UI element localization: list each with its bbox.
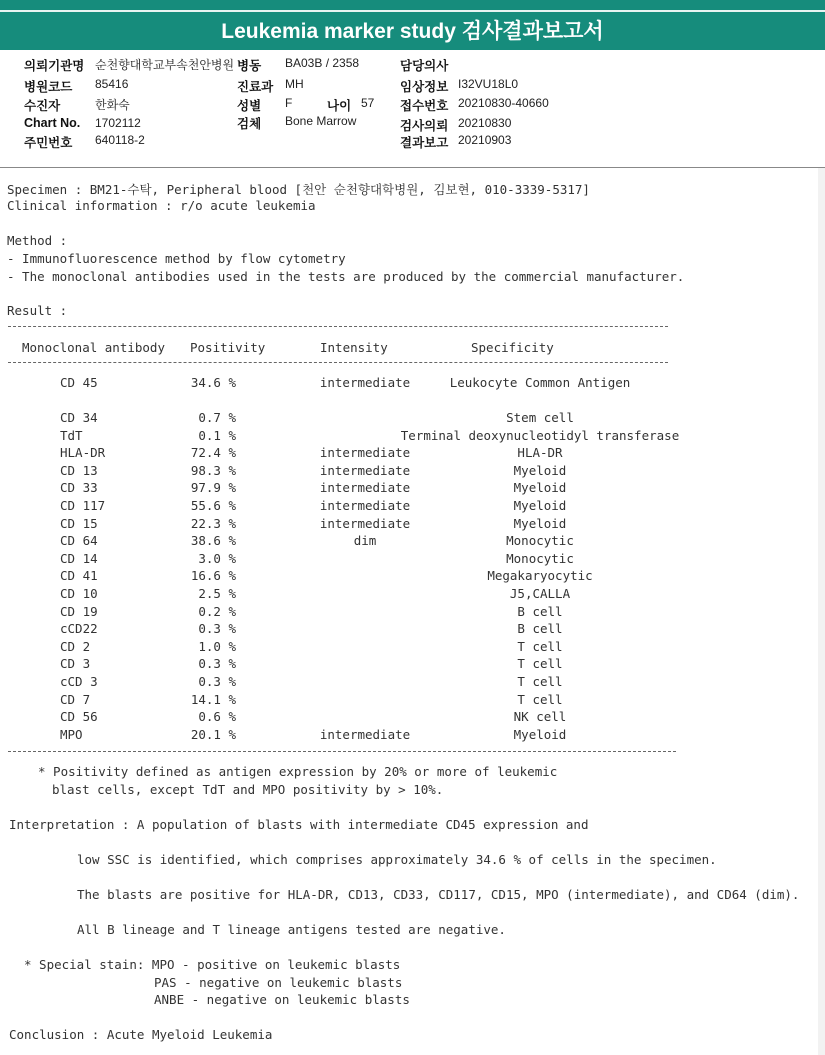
receipt-label: 접수번호: [400, 99, 449, 113]
chart-value: 1702112: [95, 116, 141, 130]
positivity-cell: 97.9 %: [190, 480, 236, 496]
interpretation-line-3: The blasts are positive for HLA-DR, CD13, CD33, CD117, CD15, MPO (intermediate), and CD64 (dim).: [77, 887, 800, 902]
chart-label: Chart No.: [24, 116, 81, 130]
id-value: 640118-2: [95, 133, 145, 147]
id-label: 주민번호: [24, 136, 73, 150]
specificity-cell: Monocytic: [506, 533, 574, 549]
report-header: [0, 50, 825, 168]
report-title: Leukemia marker study 검사결과보고서: [221, 20, 604, 43]
institution-label: 의뢰기관명: [24, 59, 85, 73]
special-stain-line-1: * Special stain: MPO - positive on leukemic blasts: [24, 957, 401, 972]
antibody-cell: CD 56: [60, 709, 98, 725]
specimen-line: Specimen : BM21-수탁, Peripheral blood [천안 순천향대학병원, 김보현, 010-3339-5317]: [7, 182, 590, 197]
title-bar: [0, 0, 825, 50]
antibody-cell: CD 33: [60, 480, 98, 496]
positivity-cell: 2.5 %: [198, 586, 236, 601]
sex-label: 성별: [237, 99, 262, 113]
positivity-cell: 14.1 %: [190, 691, 236, 707]
positivity-cell: 0.3 %: [198, 656, 236, 672]
specificity-cell: Myeloid: [513, 515, 567, 531]
specificity-cell: Myeloid: [513, 498, 567, 513]
intensity-cell: intermediate: [319, 445, 411, 461]
request-value: 20210830: [458, 116, 512, 130]
hospital-code-value: 85416: [95, 77, 129, 91]
specificity-cell: T cell: [517, 638, 563, 654]
antibody-cell: CD 34: [60, 410, 98, 425]
positivity-cell: 16.6 %: [190, 568, 236, 584]
result-title: Result :: [7, 303, 68, 318]
positivity-cell: 38.6 %: [190, 533, 236, 549]
clinical-info-value: I32VU18L0: [458, 77, 519, 91]
method-line-2: - The monoclonal antibodies used in the tests are produced by the commercial manufacturer.: [7, 269, 685, 284]
antibody-cell: CD 13: [60, 462, 98, 478]
specificity-cell: J5,CALLA: [509, 586, 571, 601]
antibody-cell: TdT: [60, 427, 83, 443]
antibody-cell: CD 7: [60, 691, 91, 707]
table-header-divider: [8, 362, 668, 363]
specificity-cell: T cell: [517, 656, 563, 672]
positivity-cell: 34.6 %: [190, 375, 236, 390]
specificity-cell: NK cell: [513, 709, 567, 725]
specimen-value: Bone Marrow: [285, 114, 357, 128]
antibody-cell: CD 19: [60, 603, 98, 619]
positivity-cell: 0.2 %: [198, 603, 236, 619]
dept-label: 진료과: [237, 80, 274, 94]
ward-label: 병동: [237, 59, 262, 73]
specificity-cell: T cell: [517, 691, 563, 707]
positivity-cell: 98.3 %: [190, 462, 236, 478]
antibody-cell: cCD22: [60, 621, 98, 637]
ward-value: BA03B / 2358: [285, 56, 360, 70]
specificity-cell: T cell: [517, 674, 563, 689]
intensity-cell: dim: [353, 533, 377, 549]
positivity-cell: 22.3 %: [190, 515, 236, 531]
specificity-cell: Stem cell: [506, 410, 574, 425]
age-label: 나이: [327, 99, 352, 113]
antibody-cell: CD 41: [60, 568, 98, 584]
positivity-cell: 20.1 %: [190, 726, 236, 742]
antibody-cell: CD 2: [60, 638, 91, 654]
interpretation-line-2: low SSC is identified, which comprises approximately 34.6 % of cells in the specimen.: [77, 852, 717, 867]
special-stain-line-3: ANBE - negative on leukemic blasts: [154, 992, 410, 1007]
antibody-cell: CD 64: [60, 533, 98, 549]
patient-label: 수진자: [24, 99, 61, 113]
antibody-cell: MPO: [60, 726, 83, 742]
antibody-cell: CD 3: [60, 656, 91, 672]
conclusion-line: Conclusion : Acute Myeloid Leukemia: [9, 1027, 273, 1042]
specimen-label: 검체: [237, 117, 262, 131]
table-bottom-divider: [8, 751, 676, 752]
header-positivity: Positivity: [190, 340, 266, 355]
specificity-cell: Terminal deoxynucleotidyl transferase: [400, 427, 680, 443]
report-date-value: 20210903: [458, 133, 512, 147]
positivity-note-line-2: blast cells, except TdT and MPO positivity by > 10%.: [52, 782, 444, 797]
table-top-divider: [8, 326, 668, 327]
antibody-cell: HLA-DR: [60, 445, 106, 461]
header-specificity: Specificity: [471, 340, 554, 355]
interpretation-line-1: Interpretation : A population of blasts with intermediate CD45 expression and: [9, 817, 589, 832]
antibody-cell: CD 10: [60, 586, 98, 601]
specificity-cell: Monocytic: [506, 550, 574, 566]
positivity-cell: 55.6 %: [190, 498, 236, 513]
method-title: Method :: [7, 233, 68, 248]
antibody-cell: CD 15: [60, 515, 98, 531]
specificity-cell: Leukocyte Common Antigen: [449, 375, 631, 390]
institution-value: 순천향대학교부속천안병원: [95, 58, 235, 72]
positivity-cell: 0.6 %: [198, 709, 236, 725]
antibody-cell: CD 117: [60, 498, 106, 513]
clinical-line: Clinical information : r/o acute leukemia: [7, 198, 316, 213]
intensity-cell: intermediate: [319, 462, 411, 478]
positivity-cell: 72.4 %: [190, 445, 236, 461]
interpretation-line-4: All B lineage and T lineage antigens tested are negative.: [77, 922, 506, 937]
page-edge-shadow: [818, 168, 825, 1055]
request-label: 검사의뢰: [400, 119, 449, 133]
specificity-cell: Myeloid: [513, 726, 567, 742]
positivity-cell: 3.0 %: [198, 550, 236, 566]
method-line-1: - Immunofluorescence method by flow cytometry: [7, 251, 346, 266]
specificity-cell: B cell: [517, 621, 563, 637]
antibody-cell: CD 45: [60, 375, 98, 390]
clinical-info-label: 임상정보: [400, 80, 449, 94]
positivity-cell: 1.0 %: [198, 638, 236, 654]
positivity-cell: 0.3 %: [198, 621, 236, 637]
specificity-cell: B cell: [517, 603, 563, 619]
header-antibody: Monoclonal antibody: [22, 340, 165, 355]
header-intensity: Intensity: [320, 340, 388, 355]
specificity-cell: Megakaryocytic: [487, 568, 593, 584]
specificity-cell: Myeloid: [513, 480, 567, 496]
antibody-cell: CD 14: [60, 550, 98, 566]
sex-value: F: [285, 96, 293, 110]
positivity-note-line-1: * Positivity defined as antigen expression by 20% or more of leukemic: [38, 764, 558, 779]
intensity-cell: intermediate: [319, 515, 411, 531]
intensity-cell: intermediate: [319, 498, 411, 513]
report-date-label: 결과보고: [400, 136, 449, 150]
intensity-cell: intermediate: [319, 726, 411, 742]
positivity-cell: 0.7 %: [198, 410, 236, 425]
special-stain-line-2: PAS - negative on leukemic blasts: [154, 975, 403, 990]
patient-value: 한화숙: [95, 98, 130, 112]
intensity-cell: intermediate: [319, 480, 411, 496]
positivity-cell: 0.1 %: [198, 427, 236, 443]
dept-value: MH: [285, 77, 304, 91]
specificity-cell: HLA-DR: [517, 445, 563, 461]
age-value: 57: [361, 96, 375, 110]
intensity-cell: intermediate: [319, 375, 411, 390]
positivity-cell: 0.3 %: [198, 674, 236, 689]
receipt-value: 20210830-40660: [458, 96, 549, 110]
specificity-cell: Myeloid: [513, 462, 567, 478]
doctor-label: 담당의사: [400, 59, 449, 73]
hospital-code-label: 병원코드: [24, 80, 73, 94]
antibody-cell: cCD 3: [60, 674, 98, 689]
